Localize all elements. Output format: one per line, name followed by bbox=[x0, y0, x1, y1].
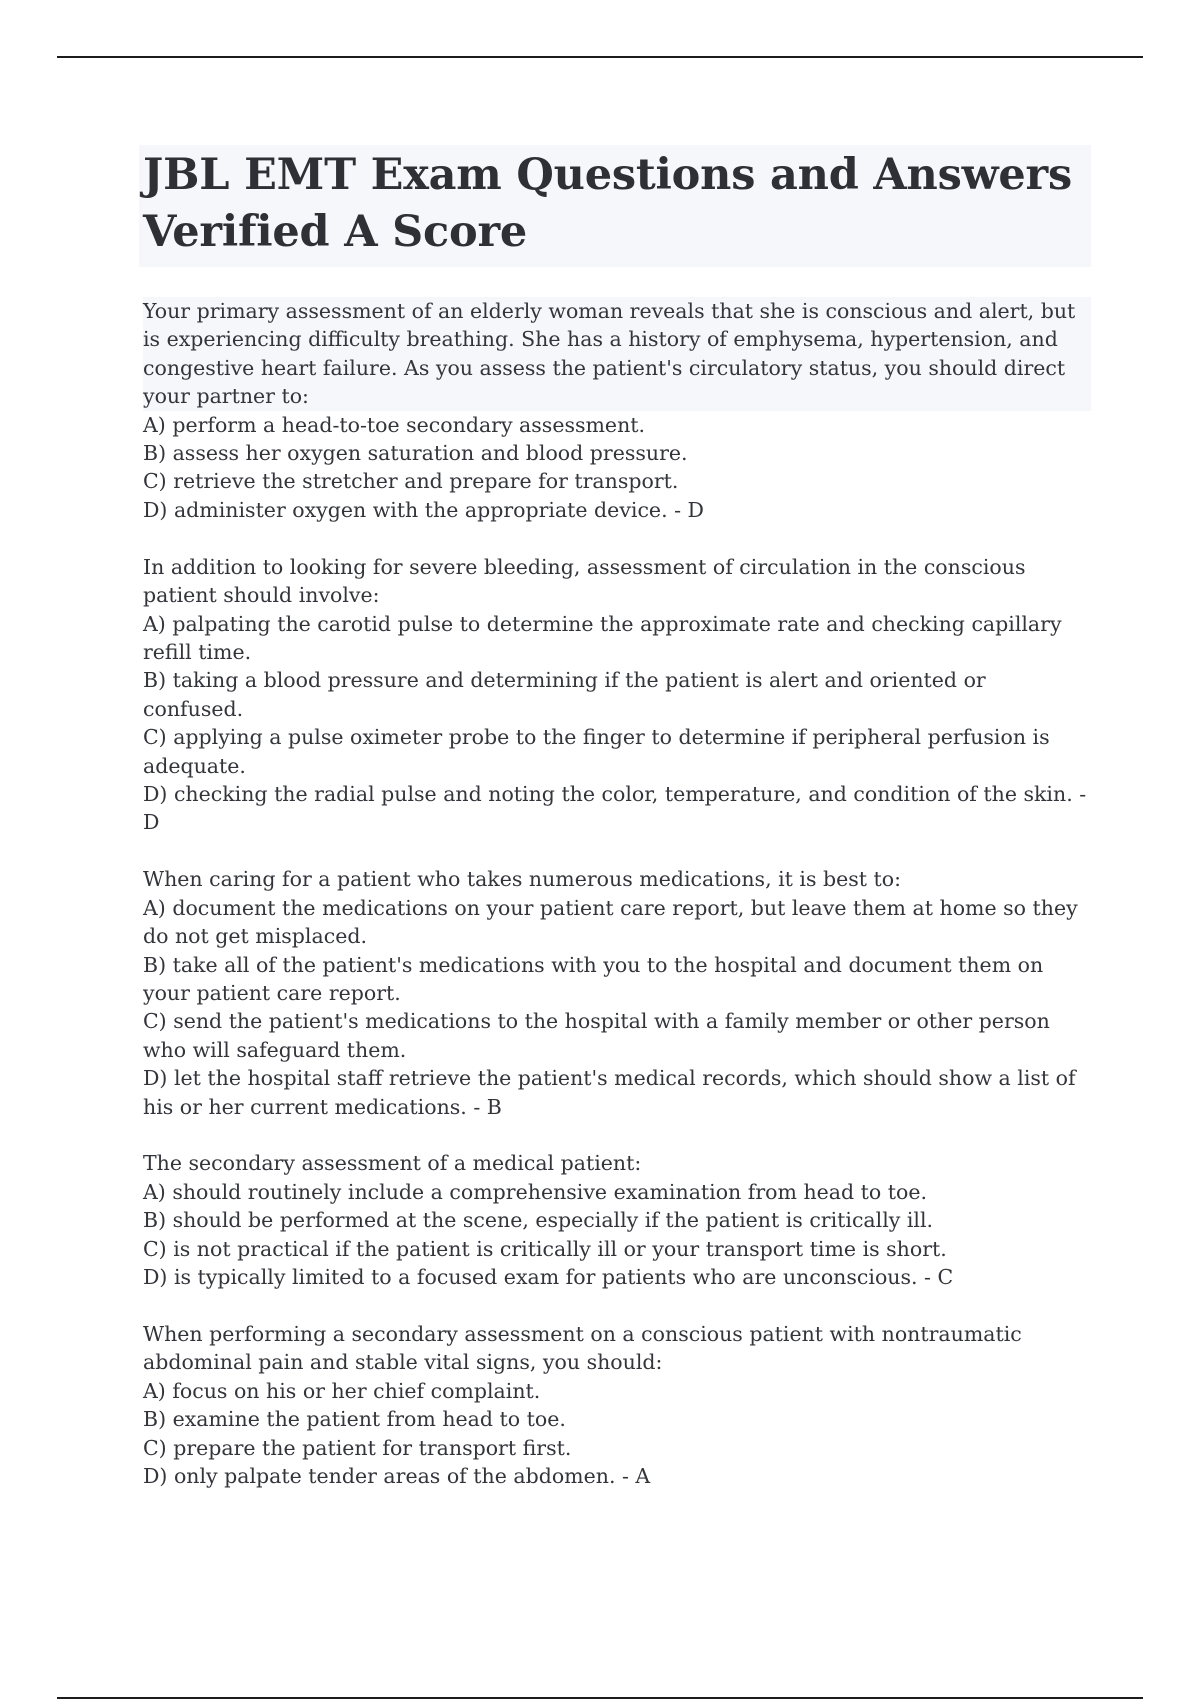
question-block bbox=[143, 1149, 1091, 1291]
answer-option-c: C) is not practical if the patient is critically ill or your transport time is short. bbox=[143, 1236, 947, 1261]
question-stem: The secondary assessment of a medical patient: bbox=[143, 1151, 642, 1176]
question-block bbox=[143, 1320, 1091, 1490]
answer-option-d: D) only palpate tender areas of the abdomen. - A bbox=[143, 1464, 651, 1489]
question-stem: In addition to looking for severe bleeding, assessment of circulation in the conscious patient should involve: bbox=[143, 554, 1026, 608]
title-line-1: JBL EMT Exam Questions and Answers bbox=[143, 150, 1073, 200]
title-block bbox=[139, 145, 1091, 267]
answer-option-a: A) focus on his or her chief complaint. bbox=[143, 1378, 541, 1403]
answer-option-d: D) is typically limited to a focused exam for patients who are unconscious. - C bbox=[143, 1265, 954, 1290]
answer-option-b: B) taking a blood pressure and determining if the patient is alert and oriented or confused. bbox=[143, 668, 986, 721]
answer-option-a: A) document the medications on your patient care report, but leave them at home so they do not get misplaced. bbox=[143, 895, 1078, 949]
answer-option-c: C) retrieve the stretcher and prepare for transport. bbox=[143, 469, 679, 494]
answer-option-d: D) checking the radial pulse and noting the color, temperature, and condition of the skin. - D bbox=[143, 782, 1087, 835]
answer-option-c: C) applying a pulse oximeter probe to the finger to determine if peripheral perfusion is adequate. bbox=[143, 725, 1050, 778]
answer-option-a: A) perform a head-to-toe secondary assessment. bbox=[143, 412, 646, 437]
document-title bbox=[143, 147, 1087, 261]
top-rule bbox=[57, 56, 1143, 58]
document-body bbox=[143, 145, 1091, 1519]
title-line-2: Verified A Score bbox=[143, 207, 528, 257]
answer-option-b: B) should be performed at the scene, especially if the patient is critically ill. bbox=[143, 1208, 934, 1233]
answer-option-d: D) administer oxygen with the appropriate device. - D bbox=[143, 497, 704, 522]
answer-option-d: D) let the hospital staff retrieve the patient's medical records, which should show a list of his or her current medications. - B bbox=[143, 1066, 1076, 1119]
question-block bbox=[143, 865, 1091, 1121]
question-list bbox=[143, 297, 1091, 1490]
question-block bbox=[143, 553, 1091, 837]
question-block bbox=[143, 297, 1091, 524]
question-stem: When caring for a patient who takes numerous medications, it is best to: bbox=[143, 867, 902, 892]
answer-option-a: A) should routinely include a comprehensive examination from head to toe. bbox=[143, 1179, 927, 1204]
bottom-rule bbox=[57, 1697, 1143, 1699]
answer-option-a: A) palpating the carotid pulse to determine the approximate rate and checking capillary refill time. bbox=[143, 611, 1062, 664]
answer-option-c: C) send the patient's medications to the hospital with a family member or other person who will safeguard them. bbox=[143, 1009, 1050, 1062]
answer-option-c: C) prepare the patient for transport first. bbox=[143, 1435, 572, 1460]
question-stem: When performing a secondary assessment on a conscious patient with nontraumatic abdominal pain and stable vital signs, you should: bbox=[143, 1322, 1022, 1375]
answer-option-b: B) examine the patient from head to toe. bbox=[143, 1407, 566, 1432]
question-stem: Your primary assessment of an elderly woman reveals that she is conscious and alert, but is experiencing difficulty breathing. She has a history of emphysema, hypertension, and congestive heart failure. As you assess the patient's circulatory status, you should direct your partner to: bbox=[143, 297, 1091, 411]
answer-option-b: B) take all of the patient's medications with you to the hospital and document them on your patient care report. bbox=[143, 952, 1044, 1005]
answer-option-b: B) assess her oxygen saturation and blood pressure. bbox=[143, 441, 688, 466]
